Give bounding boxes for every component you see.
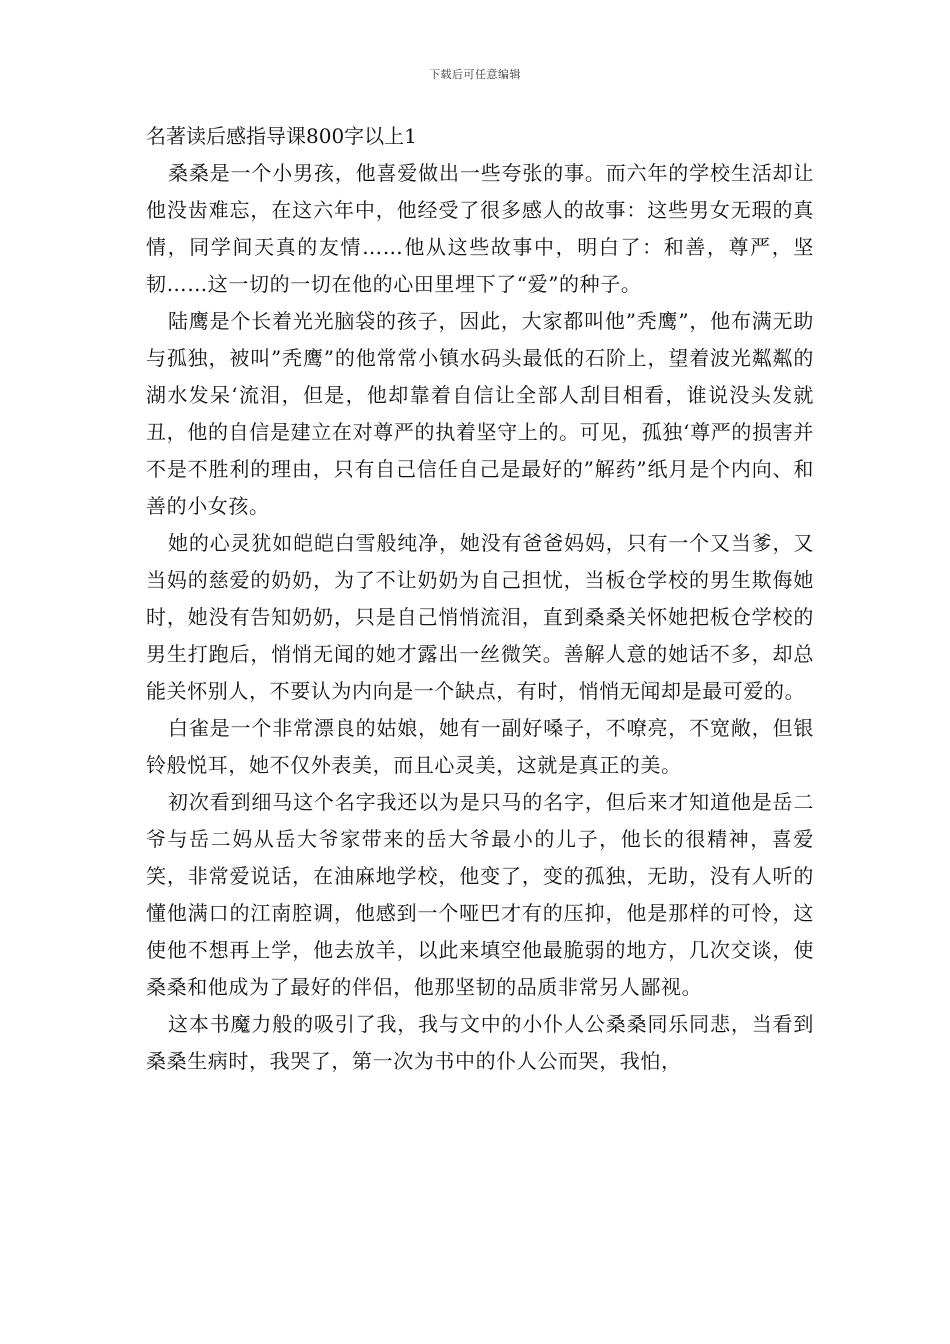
page-header-note: 下载后可任意编辑 [429, 68, 521, 81]
paragraph: 初次看到细马这个名字我还以为是只马的名字，但后来才知道他是岳二爷与岳二妈从岳大爷家带来的岳大爷最小的儿子，他长的很精神，喜爱笑，非常爱说话，在油麻地学校，他变了，变的孤独，无助，没有人听的懂他满口的江南腔调，他感到一个哑巴才有的压抑，他是那样的可怜，这使他不想再上学，他去放羊，以此来填空他最脆弱的地方，几次交谈，使桑桑和他成为了最好的伴侣，他那坚韧的品质非常另人鄙视。 [146, 790, 814, 999]
paragraph: 她的心灵犹如皑皑白雪般纯净，她没有爸爸妈妈，只有一个又当爹，又当妈的慈爱的奶奶，为了不让奶奶为自己担忧，当板仓学校的男生欺侮她时，她没有告知奶奶，只是自己悄悄流泪，直到桑桑关怀她把板仓学校的男生打跑后，悄悄无闻的她才露出一丝微笑。善解人意的她话不多，却总能关怀别人，不要认为内向是一个缺点，有时，悄悄无闻却是最可爱的。 [146, 531, 814, 703]
paragraph: 陆鹰是个长着光光脑袋的孩子，因此，大家都叫他”秃鹰”，他布满无助与孤独，被叫”秃鹰”的他常常小镇水码头最低的石阶上，望着波光粼粼的湖水发呆‘流泪，但是，他却靠着自信让全部人刮目相看，谁说没头发就丑，他的自信是建立在对尊严的执着坚守上的。可见，孤独‘尊严的损害并不是不胜利的理由，只有自己信任自己是最好的”解药”纸月是个内向、和善的小女孩。 [146, 309, 814, 518]
document-body [146, 118, 814, 1080]
paragraph: 这本书魔力般的吸引了我，我与文中的小仆人公桑桑同乐同悲，当看到桑桑生病时，我哭了，第一次为书中的仆人公而哭，我怕， [146, 1012, 814, 1073]
paragraph: 白雀是一个非常漂良的姑娘，她有一副好嗓子，不嘹亮，不宽敞，但银铃般悦耳，她不仅外表美，而且心灵美，这就是真正的美。 [146, 716, 814, 777]
paragraph: 桑桑是一个小男孩，他喜爱做出一些夸张的事。而六年的学校生活却让他没齿难忘，在这六年中，他经受了很多感人的故事：这些男女无瑕的真情，同学间天真的友情……他从这些故事中，明白了：和善，尊严，坚韧……这一切的一切在他的心田里埋下了“爱”的种子。 [146, 161, 814, 296]
document-title: 名著读后感指导课800字以上1 [146, 124, 417, 148]
